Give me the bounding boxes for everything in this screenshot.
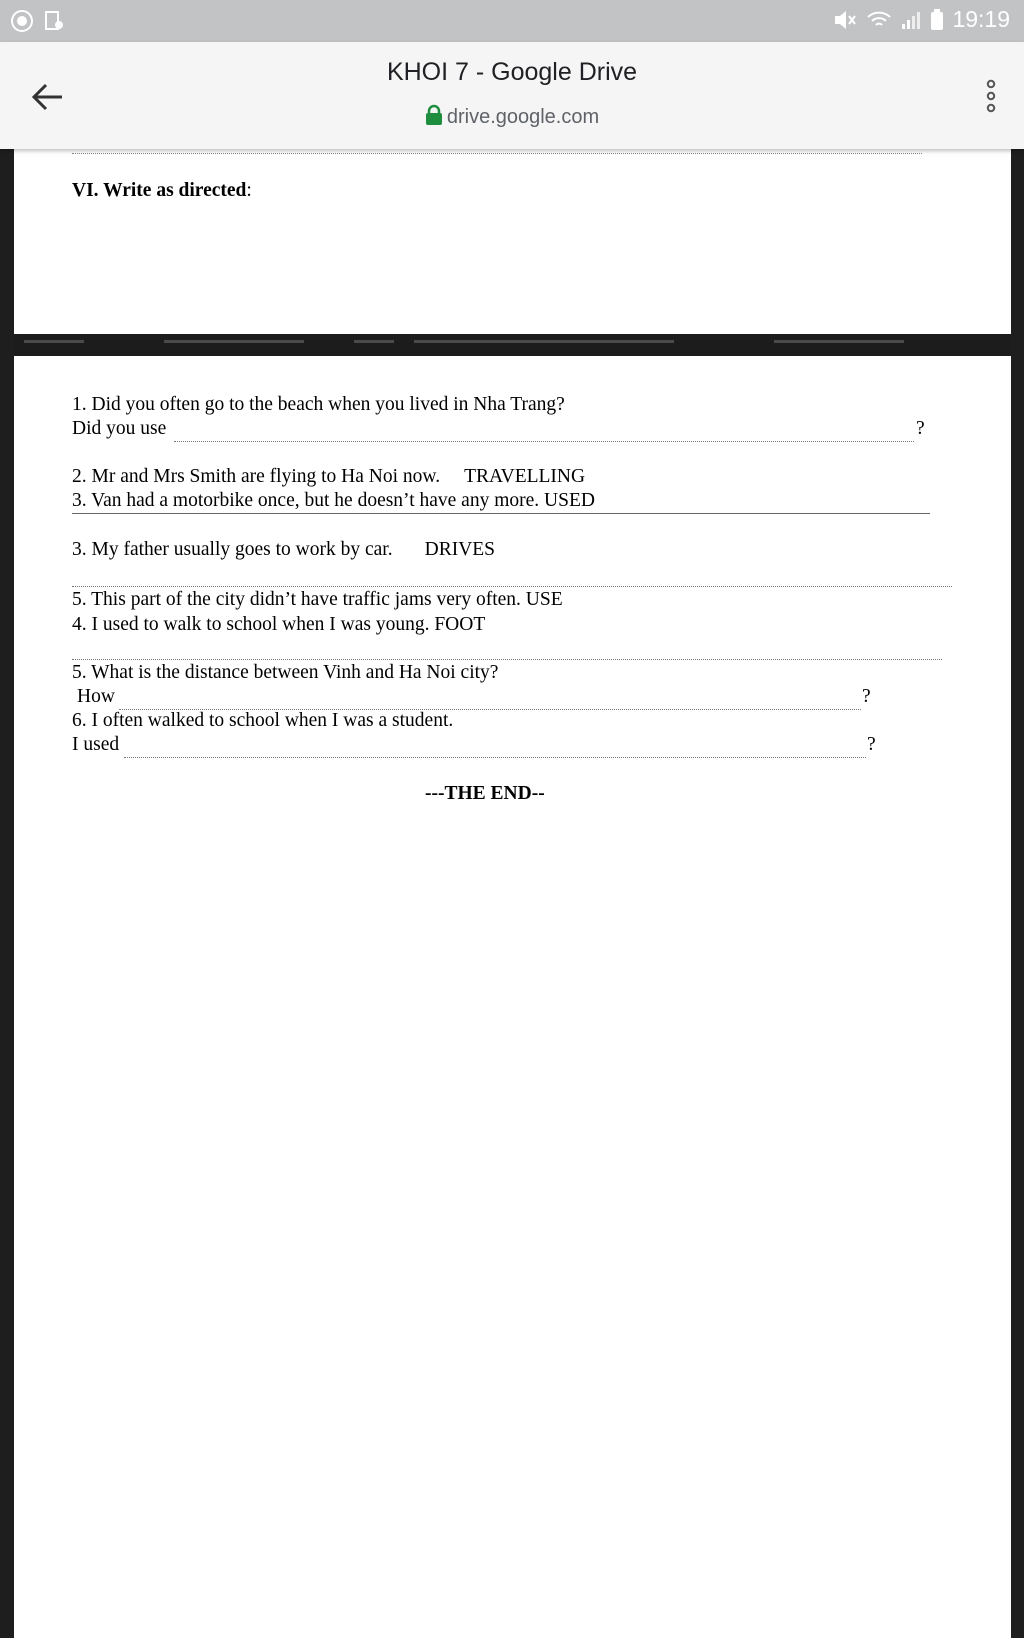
status-time: 19:19 bbox=[952, 6, 1010, 32]
answer-line bbox=[124, 757, 866, 758]
question-4: 4. I used to walk to school when I was young. FOOT bbox=[72, 614, 486, 635]
answer-5b-end: ? bbox=[862, 686, 871, 707]
more-vert-icon bbox=[976, 74, 1006, 118]
url-text: drive.google.com bbox=[446, 106, 600, 128]
question-6: 6. I often walked to school when I was a student. bbox=[72, 710, 454, 731]
question-5a: 5. This part of the city didn’t have traffic jams very often. USE bbox=[72, 589, 563, 610]
signal-icon bbox=[900, 8, 922, 32]
page-title: KHOI 7 - Google Drive bbox=[386, 58, 638, 86]
battery-icon bbox=[930, 8, 944, 32]
notification-icon bbox=[10, 9, 34, 33]
question-3a: 3. Van had a motorbike once, but he doesn’t have any more. USED bbox=[72, 490, 595, 511]
app-bar bbox=[0, 42, 1024, 149]
answer-line bbox=[72, 513, 930, 514]
question-2: 2. Mr and Mrs Smith are flying to Ha Noi now. TRAVELLING bbox=[72, 466, 586, 487]
answer-line bbox=[174, 441, 914, 442]
answer-5b-prefix: How bbox=[77, 686, 115, 707]
answer-6-prefix: I used bbox=[72, 734, 120, 755]
section-heading: VI. Write as directed: bbox=[72, 180, 252, 201]
question-1: 1. Did you often go to the beach when you lived in Nha Trang? bbox=[72, 394, 565, 415]
page-separator bbox=[14, 334, 1011, 356]
status-bar bbox=[0, 0, 1024, 42]
more-options-button[interactable] bbox=[976, 74, 1006, 118]
answer-1-end: ? bbox=[916, 418, 925, 439]
lock-icon bbox=[425, 104, 443, 126]
question-3b: 3. My father usually goes to work by car. DRIVES bbox=[72, 539, 496, 560]
divider-rule bbox=[72, 153, 922, 154]
wifi-icon bbox=[866, 8, 892, 32]
document-page-1 bbox=[14, 149, 1011, 334]
answer-line bbox=[72, 659, 942, 660]
the-end: ---THE END-- bbox=[425, 783, 545, 804]
mute-icon bbox=[832, 8, 858, 32]
answer-1-prefix: Did you use bbox=[72, 418, 167, 439]
question-5b: 5. What is the distance between Vinh and Ha Noi city? bbox=[72, 662, 499, 683]
screenshot-icon bbox=[42, 9, 66, 33]
url-display bbox=[0, 104, 1024, 129]
answer-line bbox=[72, 586, 952, 587]
answer-6-end: ? bbox=[867, 734, 876, 755]
